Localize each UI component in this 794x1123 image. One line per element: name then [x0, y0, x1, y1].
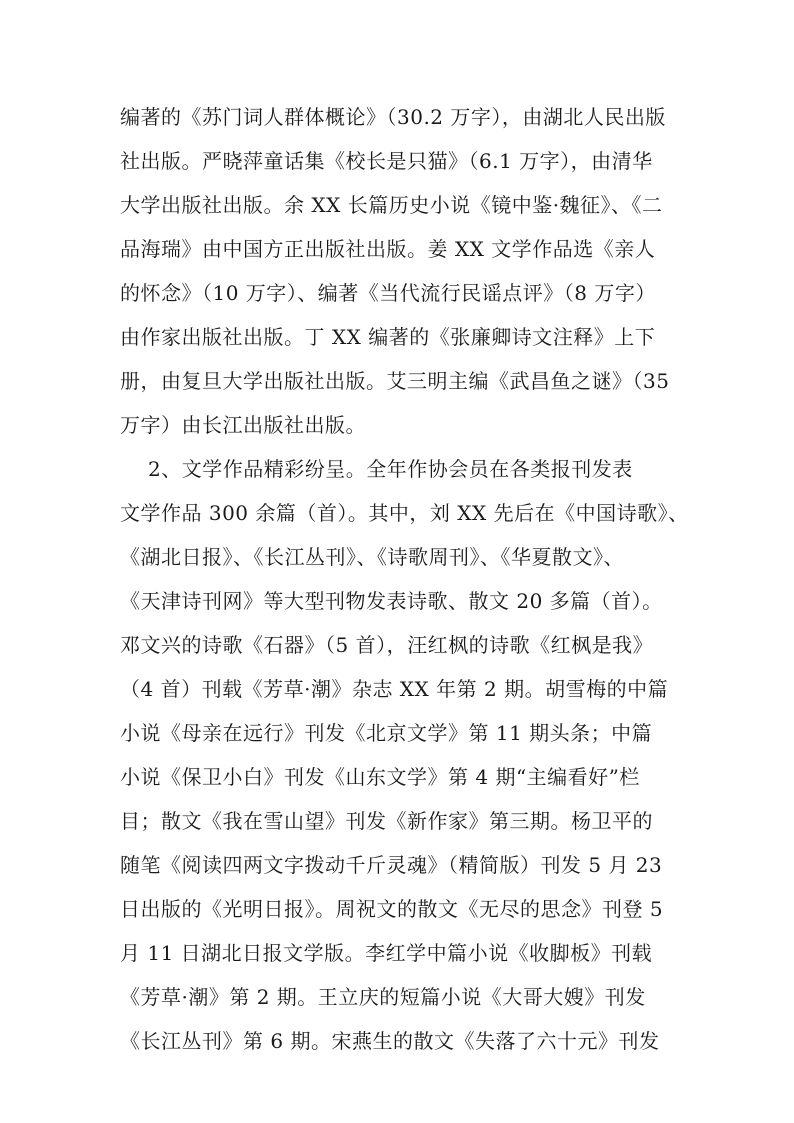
text-line: 社出版。严晓萍童话集《校长是只猫》（6.1 万字），由清华 [120, 149, 653, 173]
text-line: 由作家出版社出版。丁 XX 编著的《张廉卿诗文注释》上下 [120, 325, 656, 349]
text-line: 《天津诗刊网》等大型刊物发表诗歌、散文 20 多篇（首）。 [120, 589, 663, 613]
text-line: 月 11 日湖北日报文学版。李红学中篇小说《收脚板》刊载 [120, 941, 653, 965]
text-line: 日出版的《光明日报》。周祝文的散文《无尽的思念》刊登 5 [120, 897, 664, 921]
text-line: （4 首）刊载《芳草·潮》杂志 XX 年第 2 期。胡雪梅的中篇 [120, 677, 669, 701]
text-line: 品海瑞》由中国方正出版社出版。姜 XX 文学作品选《亲人 [120, 237, 656, 261]
text-line: 万字）由长江出版社出版。 [120, 413, 366, 437]
text-line: 目；散文《我在雪山望》刊发《新作家》第三期。杨卫平的 [120, 809, 653, 833]
text-line: 小说《母亲在远行》刊发《北京文学》第 11 期头条；中篇 [120, 721, 653, 745]
paragraph-start-line: 2、文学作品精彩纷呈。全年作协会员在各类报刊发表 [148, 457, 633, 481]
text-line: 编著的《苏门词人群体概论》（30.2 万字），由湖北人民出版 [120, 105, 666, 129]
text-line: 册，由复旦大学出版社出版。艾三明主编《武昌鱼之谜》（35 [120, 369, 670, 393]
text-line: 文学作品 300 余篇（首）。其中，刘 XX 先后在《中国诗歌》、 [120, 501, 689, 525]
text-line: 大学出版社出版。余 XX 长篇历史小说《镜中鉴·魏征》、《二 [120, 193, 663, 217]
text-line: 随笔《阅读四两文字拨动千斤灵魂》（精简版）刊发 5 月 23 [120, 853, 663, 877]
text-line: 的怀念》（10 万字）、编著《当代流行民谣点评》（8 万字） [120, 281, 656, 305]
text-line: 小说《保卫小白》刊发《山东文学》第 4 期“主编看好”栏 [120, 765, 640, 789]
text-line: 邓文兴的诗歌《石器》（5 首），汪红枫的诗歌《红枫是我》 [120, 633, 654, 657]
text-line: 《湖北日报》、《长江丛刊》、《诗歌周刊》、《华夏散文》、 [120, 545, 624, 569]
text-line: 《长江丛刊》第 6 期。宋燕生的散文《失落了六十元》刊发 [120, 1029, 660, 1053]
text-line: 《芳草·潮》第 2 期。王立庆的短篇小说《大哥大嫂》刊发 [120, 985, 646, 1009]
